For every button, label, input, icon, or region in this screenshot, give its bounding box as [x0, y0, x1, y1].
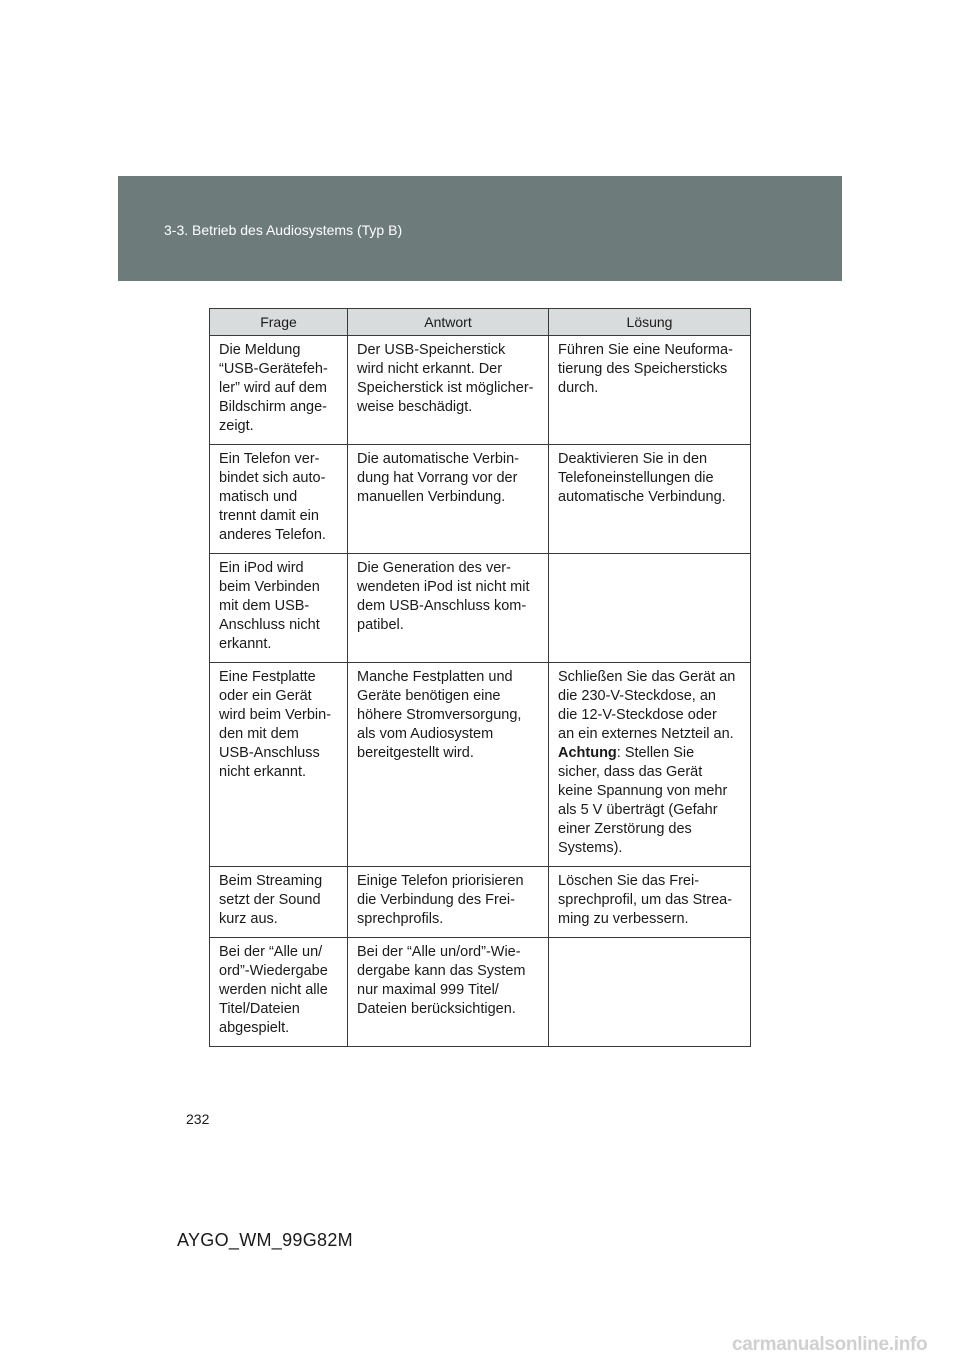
text-line: einer Zerstörung des	[558, 821, 692, 837]
text-line: sprechprofil, um das Strea-	[558, 892, 733, 908]
text-line: durch.	[558, 380, 599, 396]
text-line: Geräte benötigen eine	[357, 688, 501, 704]
text-line: Der USB-Speicherstick	[357, 342, 506, 358]
text-line: tierung des Speichersticks	[558, 361, 728, 377]
cell-antwort	[348, 663, 549, 867]
table-header-row	[210, 309, 751, 336]
text-line: trennt damit ein	[219, 508, 319, 524]
cell-frage	[210, 867, 348, 938]
text-line: sicher, dass das Gerät	[558, 764, 703, 780]
text-line: an ein externes Netzteil an.	[558, 726, 734, 742]
text-line: zeigt.	[219, 418, 254, 434]
cell-frage	[210, 938, 348, 1047]
warning-label: Achtung	[558, 745, 617, 761]
text-line: Eine Festplatte	[219, 669, 316, 685]
text-line: setzt der Sound	[219, 892, 321, 908]
text-line: oder ein Gerät	[219, 688, 312, 704]
table-row	[210, 663, 751, 867]
text-line: wird beim Verbin-	[219, 707, 332, 723]
text-line: Manche Festplatten und	[357, 669, 513, 685]
text-line: Einige Telefon priorisieren	[357, 873, 524, 889]
text-line: matisch und	[219, 489, 298, 505]
cell-loesung-empty	[549, 938, 751, 1047]
text-line: als vom Audiosystem	[357, 726, 494, 742]
watermark: carmanualsonline.info	[732, 1334, 928, 1355]
text-line: dem USB-Anschluss kom-	[357, 598, 527, 614]
text-line: den mit dem	[219, 726, 299, 742]
text-line: anderes Telefon.	[219, 527, 326, 543]
text-line: werden nicht alle	[219, 982, 328, 998]
text-line: Die automatische Verbin-	[357, 451, 519, 467]
text-line: Deaktivieren Sie in den	[558, 451, 708, 467]
table-row	[210, 867, 751, 938]
page-number: 232	[186, 1111, 210, 1127]
cell-antwort	[348, 554, 549, 663]
text-line: dergabe kann das System	[357, 963, 526, 979]
text-line: die 12-V-Steckdose oder	[558, 707, 717, 723]
text-line: Führen Sie eine Neuforma-	[558, 342, 733, 358]
text-line: automatische Verbindung.	[558, 489, 726, 505]
table-row	[210, 554, 751, 663]
text-line: die 230-V-Steckdose, an	[558, 688, 716, 704]
text-line: mit dem USB-	[219, 598, 310, 614]
text-line: Die Generation des ver-	[357, 560, 511, 576]
text-line: Schließen Sie das Gerät an	[558, 669, 736, 685]
cell-frage	[210, 336, 348, 445]
text-line: Ein iPod wird	[219, 560, 304, 576]
text-line: die Verbindung des Frei-	[357, 892, 515, 908]
text-line: erkannt.	[219, 636, 272, 652]
column-header-frage: Frage	[210, 309, 348, 336]
text-line: Anschluss nicht	[219, 617, 320, 633]
text-line: beim Verbinden	[219, 579, 320, 595]
warning-line	[558, 744, 743, 763]
warning-text: : Stellen Sie	[616, 745, 695, 761]
table-row	[210, 336, 751, 445]
cell-loesung	[549, 445, 751, 554]
cell-frage	[210, 554, 348, 663]
text-line: Speicherstick ist möglicher-	[357, 380, 534, 396]
text-line: Die Meldung	[219, 342, 301, 358]
cell-frage	[210, 445, 348, 554]
text-line: dung hat Vorrang vor der	[357, 470, 518, 486]
section-title: 3-3. Betrieb des Audiosystems (Typ B)	[164, 222, 403, 238]
table-row	[210, 938, 751, 1047]
text-line: ord”-Wiedergabe	[219, 963, 328, 979]
text-line: keine Spannung von mehr	[558, 783, 728, 799]
text-line: ming zu verbessern.	[558, 911, 689, 927]
cell-antwort	[348, 867, 549, 938]
text-line: weise beschädigt.	[357, 399, 473, 415]
cell-loesung-empty	[549, 554, 751, 663]
cell-loesung	[549, 336, 751, 445]
cell-antwort	[348, 938, 549, 1047]
document-code: AYGO_WM_99G82M	[177, 1230, 353, 1250]
text-line: bindet sich auto-	[219, 470, 326, 486]
text-line: patibel.	[357, 617, 404, 633]
text-line: Dateien berücksichtigen.	[357, 1001, 516, 1017]
text-line: höhere Stromversorgung,	[357, 707, 522, 723]
text-line: ler” wird auf dem	[219, 380, 327, 396]
text-line: nicht erkannt.	[219, 764, 307, 780]
troubleshooting-table	[209, 308, 751, 1047]
text-line: Titel/Dateien	[219, 1001, 300, 1017]
cell-antwort	[348, 445, 549, 554]
text-line: Bei der “Alle un/ord”-Wie-	[357, 944, 521, 960]
column-header-antwort: Antwort	[348, 309, 549, 336]
cell-frage	[210, 663, 348, 867]
text-line: nur maximal 999 Titel/	[357, 982, 499, 998]
text-line: “USB-Gerätefeh-	[219, 361, 328, 377]
text-line: Systems).	[558, 840, 623, 856]
cell-loesung	[549, 663, 751, 867]
text-line: Löschen Sie das Frei-	[558, 873, 700, 889]
column-header-loesung: Lösung	[549, 309, 751, 336]
text-line: manuellen Verbindung.	[357, 489, 506, 505]
text-line: wendeten iPod ist nicht mit	[357, 579, 530, 595]
text-line: bereitgestellt wird.	[357, 745, 474, 761]
text-line: Beim Streaming	[219, 873, 323, 889]
text-line: USB-Anschluss	[219, 745, 320, 761]
section-header-band	[118, 176, 842, 281]
text-line: wird nicht erkannt. Der	[357, 361, 503, 377]
text-line: sprechprofils.	[357, 911, 444, 927]
text-line: Ein Telefon ver-	[219, 451, 320, 467]
text-line: Bei der “Alle un/	[219, 944, 323, 960]
text-line: kurz aus.	[219, 911, 278, 927]
text-line: abgespielt.	[219, 1020, 290, 1036]
cell-antwort	[348, 336, 549, 445]
cell-loesung	[549, 867, 751, 938]
text-line: als 5 V überträgt (Gefahr	[558, 802, 718, 818]
text-line: Bildschirm ange-	[219, 399, 327, 415]
text-line: Telefoneinstellungen die	[558, 470, 714, 486]
table-row	[210, 445, 751, 554]
